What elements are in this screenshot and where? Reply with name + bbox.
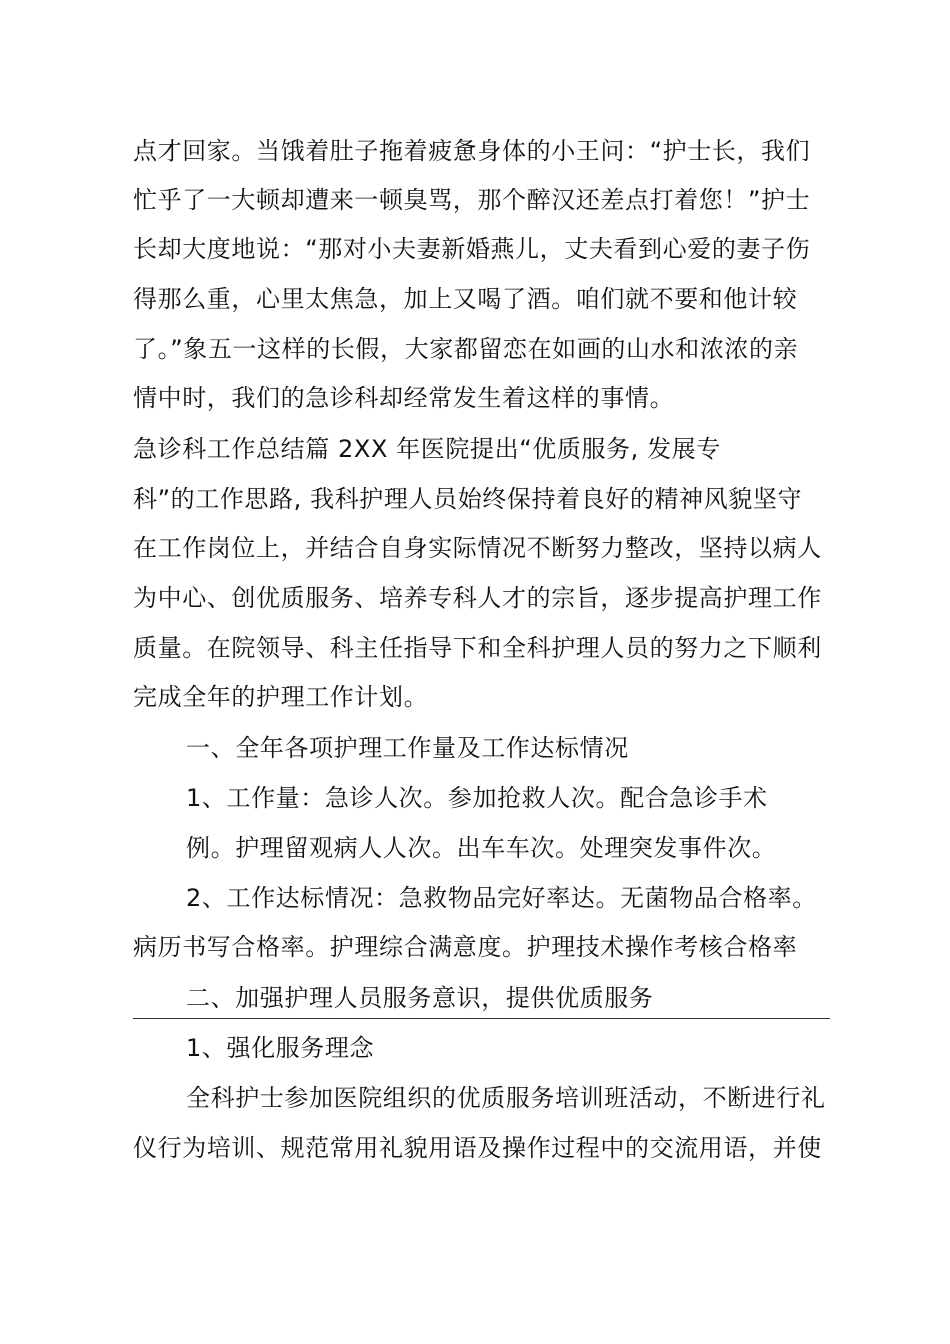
section-heading-line: 急诊科工作总结篇 2XX 年医院提出“优质服务, 发展专 xyxy=(133,435,721,463)
subheading-line: 二、加强护理人员服务意识，提供优质服务 xyxy=(186,984,654,1012)
body-text-line: 点才回家。当饿着肚子拖着疲惫身体的小王问：“护士长，我们 xyxy=(133,137,811,165)
list-item-line: 例。护理留观病人人次。出车车次。处理突发事件次。 xyxy=(186,834,777,862)
body-text-line: 得那么重，心里太焦急，加上又喝了酒。咱们就不要和他计较 xyxy=(133,285,798,313)
body-text-line: 病历书写合格率。护理综合满意度。护理技术操作考核合格率 xyxy=(133,933,798,961)
body-text-line: 仪行为培训、规范常用礼貌用语及操作过程中的交流用语，并使 xyxy=(133,1134,822,1162)
body-text-line: 长却大度地说：“那对小夫妻新婚燕儿，丈夫看到心爱的妻子伤 xyxy=(133,235,811,263)
body-text-line: 在工作岗位上，并结合自身实际情况不断努力整改，坚持以病人 xyxy=(133,534,822,562)
body-text-line: 科”的工作思路, 我科护理人员始终保持着良好的精神风貌坚守 xyxy=(133,485,803,513)
body-text-line: 完成全年的护理工作计划。 xyxy=(133,683,429,711)
body-text-line: 全科护士参加医院组织的优质服务培训班活动，不断进行礼 xyxy=(186,1084,826,1112)
body-text-line: 了。”象五一这样的长假，大家都留恋在如画的山水和浓浓的亲 xyxy=(133,335,799,363)
body-text-line: 情中时，我们的急诊科却经常发生着这样的事情。 xyxy=(133,384,675,412)
list-item-line: 1、工作量：急诊人次。参加抢救人次。配合急诊手术 xyxy=(186,784,768,812)
body-text-line: 为中心、创优质服务、培养专科人才的宗旨，逐步提高护理工作 xyxy=(133,584,822,612)
body-text-line: 质量。在院领导、科主任指导下和全科护理人员的努力之下顺利 xyxy=(133,634,822,662)
list-item-line: 1、强化服务理念 xyxy=(186,1034,375,1062)
list-item-line: 2、工作达标情况：急救物品完好率达。无菌物品合格率。 xyxy=(186,884,817,912)
body-text-line: 忙乎了一大顿却遭来一顿臭骂，那个醉汉还差点打着您！”护士 xyxy=(133,186,811,214)
horizontal-divider xyxy=(133,1018,830,1019)
subheading-line: 一、全年各项护理工作量及工作达标情况 xyxy=(186,734,629,762)
